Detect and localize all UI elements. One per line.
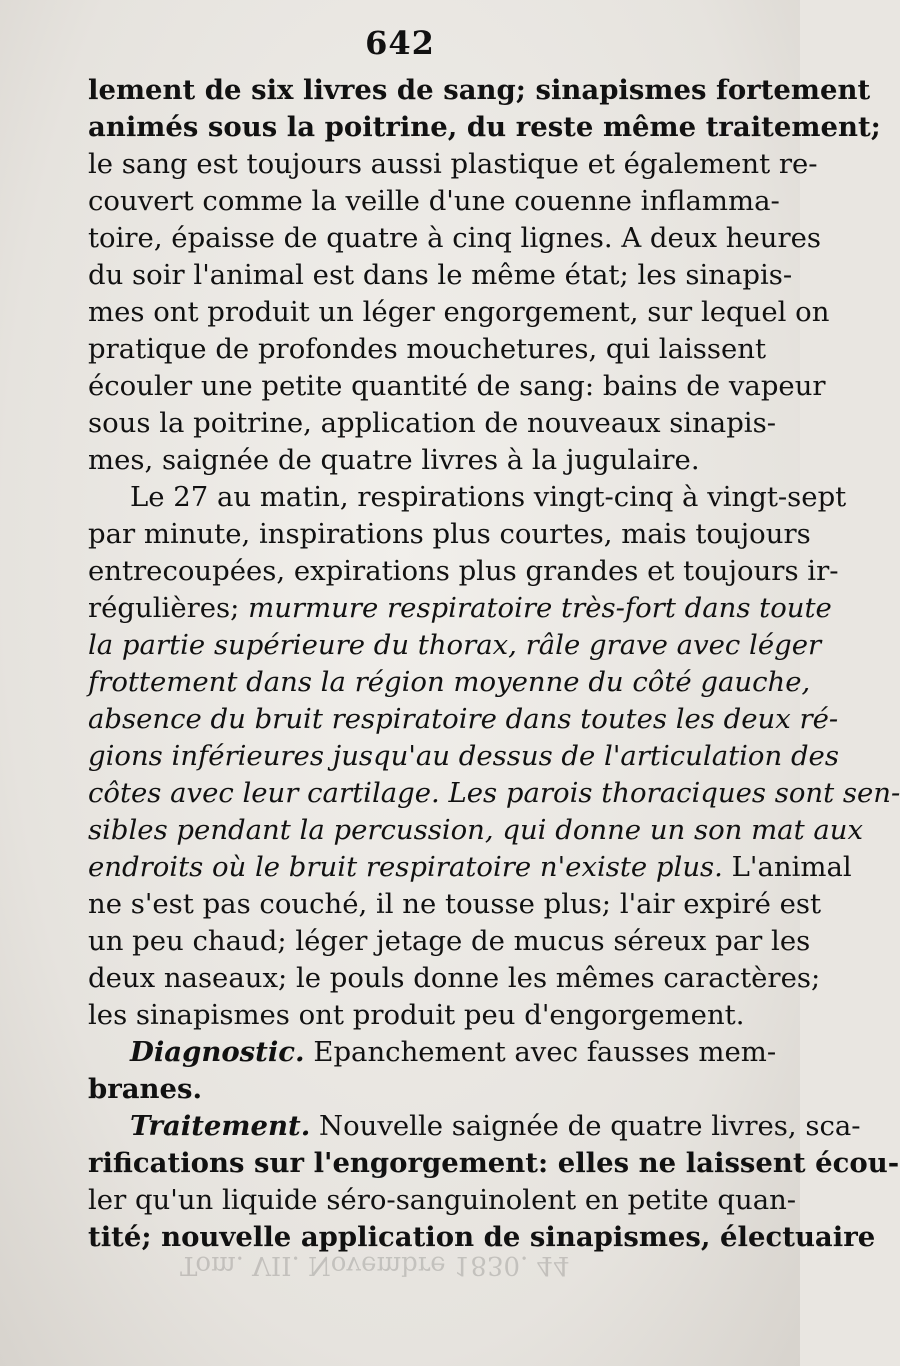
text-segment: la partie supérieure du thorax, râle grave avec léger xyxy=(88,629,822,661)
text-segment: branes. xyxy=(88,1073,203,1105)
text-segment: écouler une petite quantité de sang: bains de vapeur xyxy=(88,370,826,402)
text-line xyxy=(88,886,822,923)
text-line xyxy=(88,442,760,479)
text-segment: animés sous la poitrine, du reste même traitement; xyxy=(88,111,881,143)
text-line xyxy=(88,1034,777,1071)
text-line xyxy=(88,516,811,553)
text-line xyxy=(88,664,811,701)
text-segment: endroits où le bruit respiratoire n'existe plus. xyxy=(88,851,732,883)
bleed-through-text: Tom. VII. Novembre 1830. 44 xyxy=(180,1250,570,1280)
text-line xyxy=(88,812,863,849)
text-segment: sous la poitrine, application de nouveaux sinapis- xyxy=(88,407,777,439)
text-line xyxy=(88,479,847,516)
text-segment: lement de six livres de sang; sinapismes fortement xyxy=(88,74,871,106)
text-segment: côtes avec leur cartilage. Les parois thoraciques sont sen- xyxy=(88,777,900,809)
text-segment: murmure respiratoire très-fort dans toute xyxy=(248,592,832,624)
text-segment: absence du bruit respiratoire dans toutes les deux ré- xyxy=(88,703,839,735)
text-segment: mes ont produit un léger engorgement, sur lequel on xyxy=(88,296,830,328)
text-line xyxy=(88,72,871,109)
text-segment: L'animal xyxy=(731,851,852,883)
text-segment: du soir l'animal est dans le même état; les sinapis- xyxy=(88,259,793,291)
text-segment: mes, saignée de quatre livres à la jugulaire. xyxy=(88,444,700,476)
text-line xyxy=(88,368,826,405)
text-line xyxy=(88,553,839,590)
text-segment: couvert comme la veille d'une couenne inflamma- xyxy=(88,185,780,217)
text-line xyxy=(88,960,821,997)
text-segment: régulières; xyxy=(88,592,249,624)
text-segment: les sinapismes ont produit peu d'engorgement. xyxy=(88,999,745,1031)
text-line xyxy=(88,1182,797,1219)
text-segment: frottement dans la région moyenne du côté gauche, xyxy=(88,666,811,698)
text-line xyxy=(88,775,900,812)
text-line xyxy=(88,627,822,664)
text-segment: sibles pendant la percussion, qui donne un son mat aux xyxy=(88,814,863,846)
text-segment: un peu chaud; léger jetage de mucus séreux par les xyxy=(88,925,811,957)
text-line xyxy=(88,1145,900,1182)
text-line xyxy=(88,294,830,331)
text-segment: Diagnostic. xyxy=(130,1036,305,1068)
text-segment: ne s'est pas couché, il ne tousse plus; l'air expiré est xyxy=(88,888,822,920)
page-number: 642 xyxy=(365,24,435,62)
text-line xyxy=(88,1108,861,1145)
text-segment: entrecoupées, expirations plus grandes et toujours ir- xyxy=(88,555,839,587)
text-line xyxy=(88,331,767,368)
text-segment: deux naseaux; le pouls donne les mêmes caractères; xyxy=(88,962,821,994)
text-segment: pratique de profondes mouchetures, qui laissent xyxy=(88,333,767,365)
text-line xyxy=(88,405,777,442)
text-segment: par minute, inspirations plus courtes, mais toujours xyxy=(88,518,811,550)
text-line xyxy=(88,220,821,257)
text-segment: rifications sur l'engorgement: elles ne laissent écou- xyxy=(88,1147,900,1179)
text-line xyxy=(88,997,760,1034)
text-segment: Traitement. xyxy=(130,1110,311,1142)
text-line xyxy=(88,701,839,738)
text-line xyxy=(88,1071,760,1108)
text-line xyxy=(88,183,780,220)
text-segment: Epanchement avec fausses mem- xyxy=(304,1036,777,1068)
text-line xyxy=(88,923,811,960)
text-segment: le sang est toujours aussi plastique et également re- xyxy=(88,148,818,180)
text-segment: toire, épaisse de quatre à cinq lignes. A deux heures xyxy=(88,222,821,254)
text-line xyxy=(88,590,832,627)
text-line xyxy=(88,146,818,183)
text-segment: Le 27 au matin, respirations vingt-cinq à vingt-sept xyxy=(130,481,847,513)
text-line xyxy=(88,849,852,886)
text-segment: ler qu'un liquide séro-sanguinolent en petite quan- xyxy=(88,1184,797,1216)
text-line xyxy=(88,738,839,775)
text-line xyxy=(88,109,881,146)
text-line xyxy=(88,257,793,294)
body-text xyxy=(88,72,900,1256)
text-segment: Nouvelle saignée de quatre livres, sca- xyxy=(310,1110,861,1142)
text-segment: tité; nouvelle application de sinapismes, électuaire xyxy=(88,1221,876,1253)
text-segment: gions inférieures jusqu'au dessus de l'articulation des xyxy=(88,740,839,772)
